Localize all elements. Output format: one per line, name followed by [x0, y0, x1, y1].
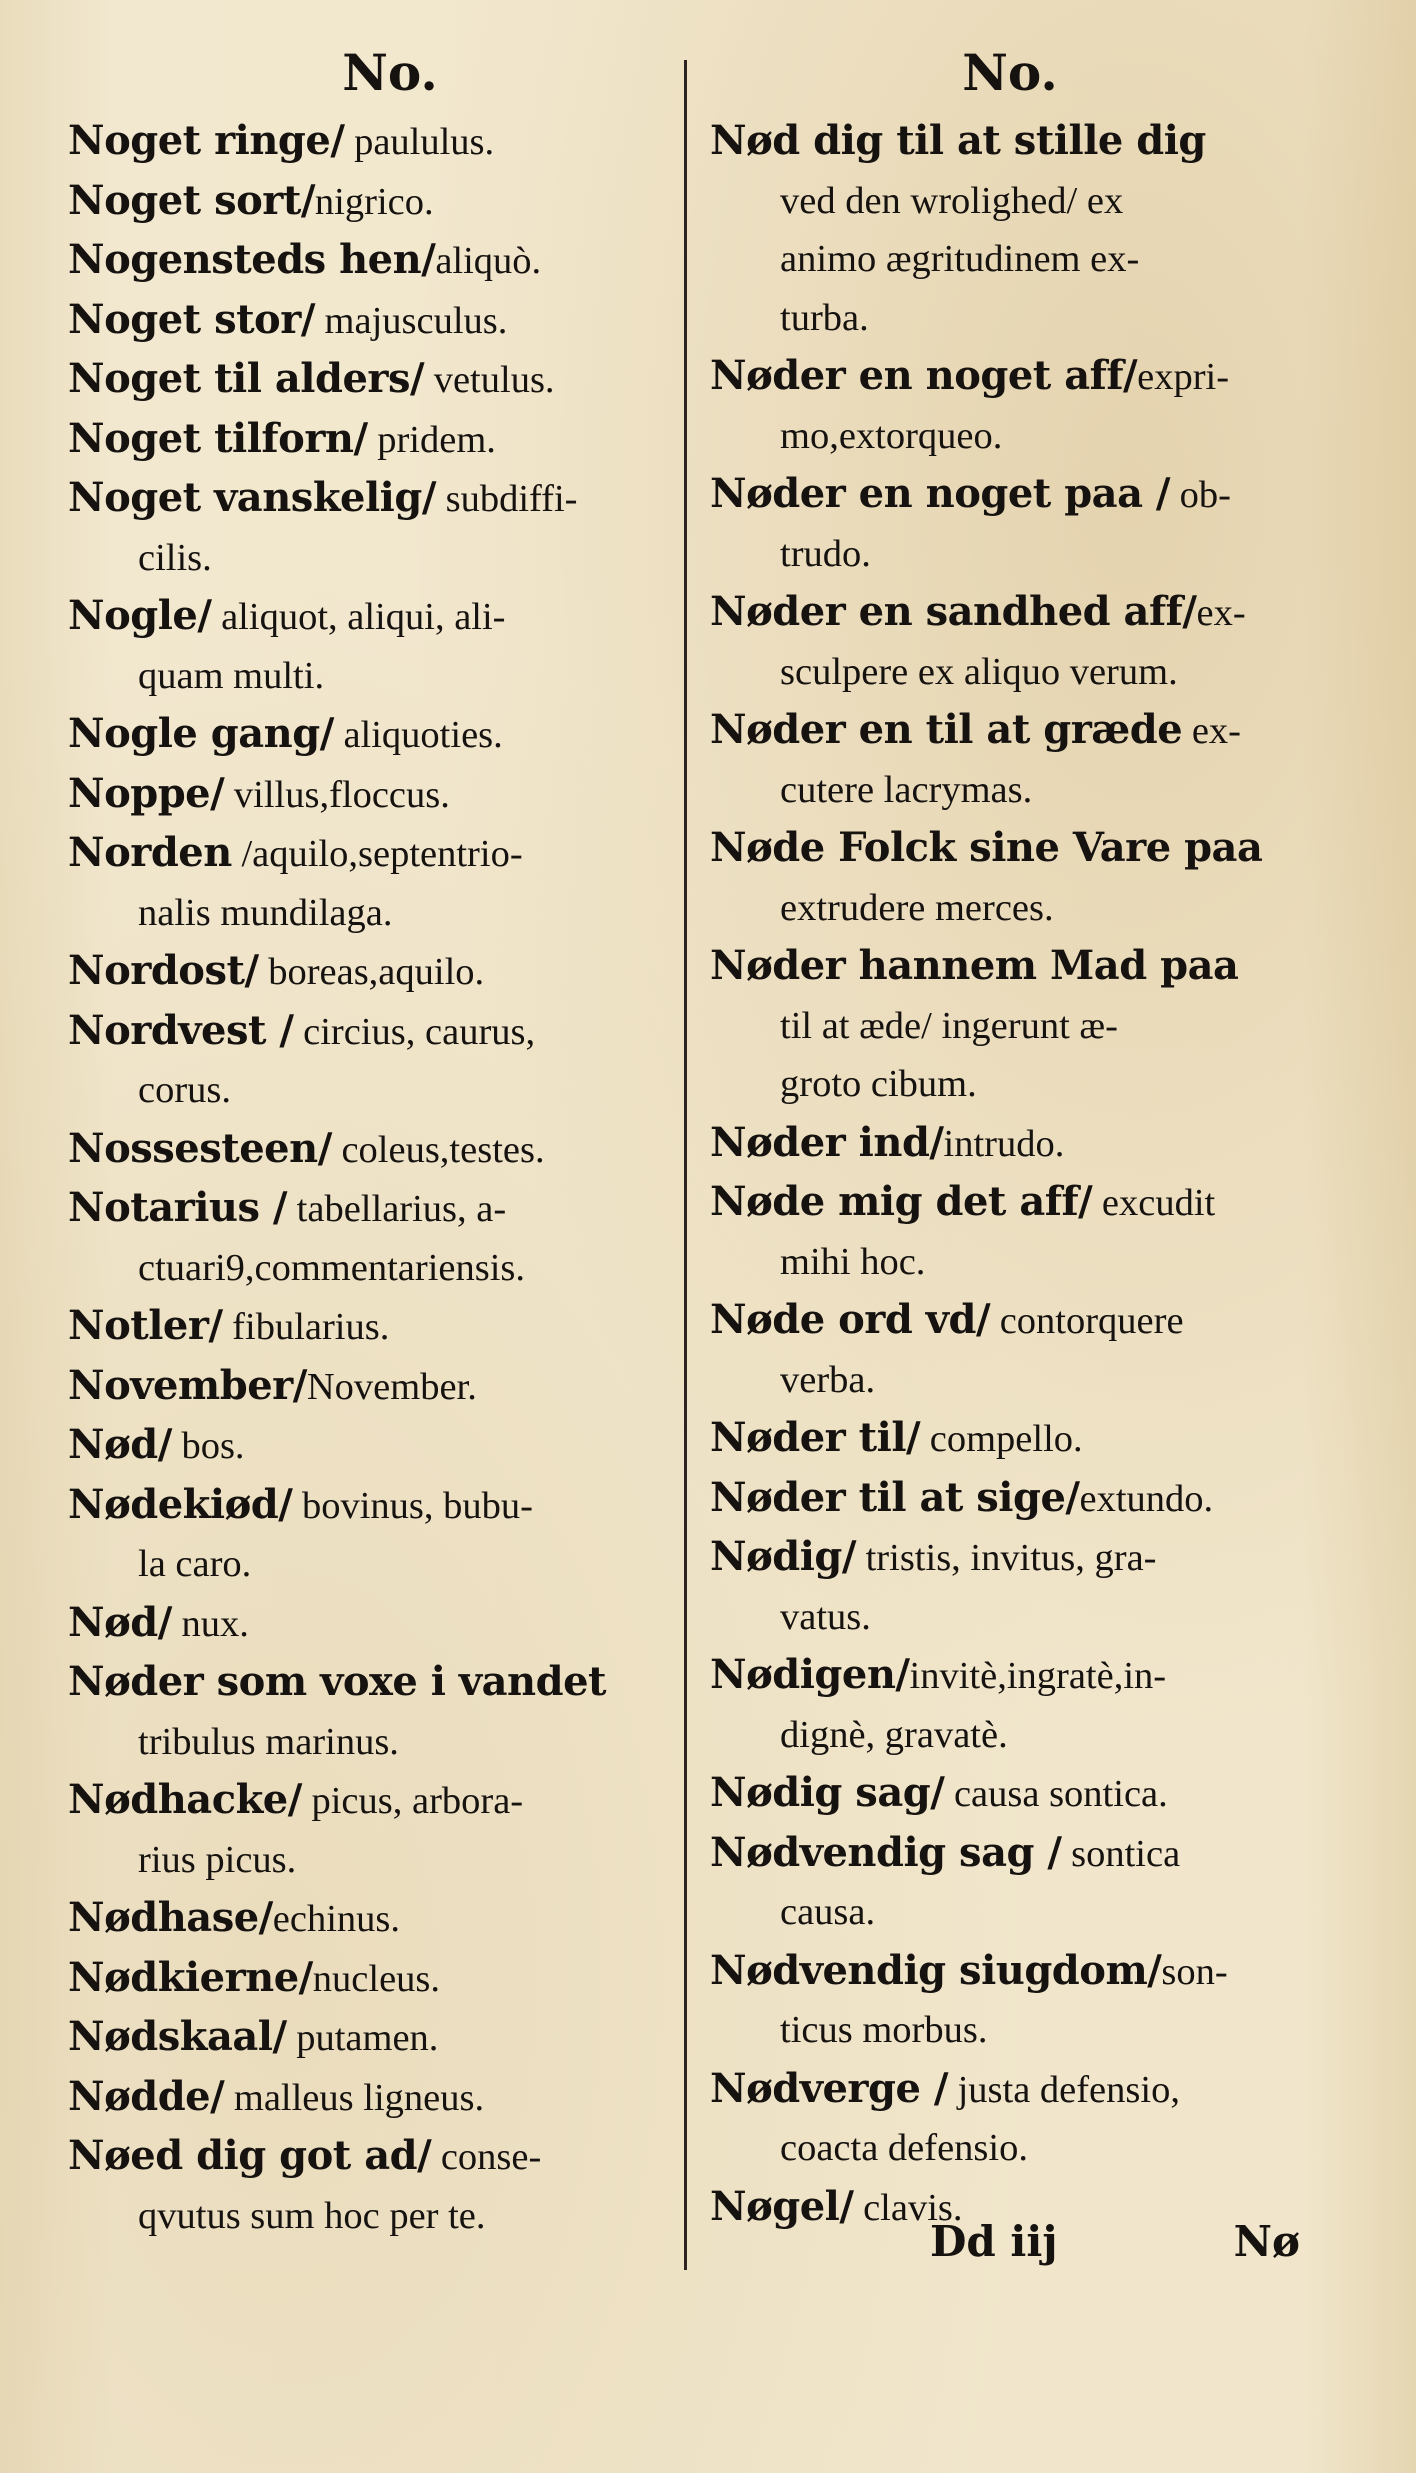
headword: Norden: [68, 829, 232, 876]
gloss-continuation: groto cibum.: [780, 1063, 977, 1105]
gloss-continuation: nalis mundilaga.: [138, 891, 393, 934]
headword: November/: [68, 1361, 307, 1409]
headword: Nøgel/: [710, 2182, 854, 2230]
gloss-continuation: verba.: [780, 1358, 876, 1401]
latin-gloss: ex-: [1196, 592, 1246, 634]
dictionary-entry: [710, 1469, 1318, 1529]
dictionary-entry: [68, 350, 680, 410]
latin-gloss: clavis.: [853, 2186, 963, 2229]
dictionary-entry: [710, 1055, 1318, 1114]
latin-gloss: malleus ligneus.: [224, 2076, 485, 2119]
latin-gloss: tabellarius, a-: [287, 1188, 507, 1230]
latin-gloss: conse-: [431, 2136, 542, 2178]
dictionary-entry: [68, 231, 680, 291]
dictionary-entry: [710, 230, 1318, 289]
dictionary-entry: [710, 1764, 1318, 1824]
dictionary-entry: [710, 701, 1318, 819]
dictionary-entry: [68, 942, 680, 1002]
dictionary-entry: [68, 1476, 680, 1594]
latin-gloss: sontica: [1061, 1832, 1181, 1875]
left-column: [68, 112, 680, 2245]
dictionary-entry: [710, 937, 1318, 1055]
headword: Nordvest /: [68, 1006, 294, 1054]
latin-gloss: excudit: [1092, 1182, 1216, 1224]
dictionary-entry: [710, 1114, 1318, 1174]
gloss-continuation: extrudere merces.: [780, 886, 1054, 929]
latin-gloss: /aquilo,septentrio-: [231, 833, 523, 875]
latin-gloss: vetulus.: [424, 359, 555, 401]
latin-gloss: paululus.: [344, 121, 495, 163]
dictionary-entry: [710, 1646, 1318, 1764]
latin-gloss: invitè,ingratè,in-: [909, 1655, 1167, 1697]
dictionary-entry: [68, 1653, 680, 1771]
latin-gloss: contorquere: [990, 1300, 1184, 1342]
gloss-continuation: cilis.: [138, 536, 212, 579]
headword: Nogle gang/: [68, 710, 334, 757]
headword: Nogle/: [68, 592, 212, 639]
dictionary-entry: [68, 1179, 680, 1297]
gloss-continuation: animo ægritudinem ex-: [780, 238, 1140, 280]
headword: Nøde ord vd/: [710, 1296, 991, 1343]
column-divider: [684, 60, 687, 2270]
dictionary-entry: [710, 1173, 1318, 1291]
dictionary-entry: [68, 1297, 680, 1357]
dictionary-entry: [68, 2068, 680, 2128]
latin-gloss: son-: [1161, 1950, 1228, 1993]
latin-gloss: bos.: [171, 1425, 245, 1467]
headword: Nødekiød/: [68, 1480, 293, 1528]
latin-gloss: fibularius.: [222, 1306, 390, 1348]
gloss-continuation: ctuari9,commentariensis.: [138, 1246, 526, 1289]
latin-gloss: pridem.: [367, 418, 496, 461]
latin-gloss: justa defensio,: [947, 2068, 1180, 2111]
latin-gloss: nigrico.: [314, 180, 434, 223]
latin-gloss: majusculus.: [314, 299, 508, 342]
dictionary-entry: [710, 347, 1318, 465]
latin-gloss: circius, caurus,: [293, 1010, 536, 1053]
dictionary-entry: [68, 824, 680, 942]
right-column: [710, 112, 1318, 2237]
latin-gloss: aliquot, aliqui, ali-: [211, 596, 506, 638]
gloss-continuation: la caro.: [138, 1543, 252, 1585]
latin-gloss: aliquoties.: [333, 714, 503, 756]
gloss-continuation: tribulus marinus.: [138, 1720, 399, 1763]
headword: Nødverge /: [710, 2064, 948, 2112]
headword: Nøder til at sige/: [710, 1473, 1080, 1521]
headword: Nødhacke/: [68, 1776, 302, 1823]
dictionary-entry: [68, 1357, 680, 1417]
headword: Nødkierne/: [68, 1953, 313, 2001]
headword: Noget stor/: [68, 295, 315, 343]
latin-gloss: coleus,testes.: [331, 1128, 545, 1171]
latin-gloss: villus,floccus.: [224, 773, 450, 816]
headword: Nøder en til at græde: [710, 706, 1183, 753]
dictionary-entry: [710, 465, 1318, 583]
dictionary-entry: [68, 410, 680, 470]
headword: Nødig sag/: [710, 1769, 945, 1816]
dictionary-entry: [68, 1594, 680, 1654]
gloss-continuation: dignè, gravatè.: [780, 1713, 1008, 1756]
gloss-continuation: causa.: [780, 1891, 876, 1933]
gloss-continuation: turba.: [780, 296, 869, 339]
headword: Nøde Folck sine Vare paa: [710, 824, 1263, 871]
running-head-right: No.: [962, 43, 1058, 102]
headword: Nødde/: [68, 2072, 225, 2120]
headword: Notler/: [68, 1302, 223, 1349]
dictionary-entry: [710, 289, 1318, 348]
headword: Nøder en noget paa /: [710, 470, 1171, 517]
dictionary-entry: [68, 469, 680, 587]
gloss-continuation: mo,extorqueo.: [780, 414, 1003, 457]
dictionary-entry: [68, 765, 680, 825]
catchword: Nø: [1233, 2217, 1300, 2266]
headword: Nøder en noget aff/: [710, 352, 1138, 399]
gloss-continuation: trudo.: [780, 532, 871, 575]
dictionary-entry: [710, 1942, 1318, 2060]
dictionary-entry: [68, 172, 680, 232]
running-head-left: No.: [342, 43, 438, 102]
dictionary-entry: [710, 2060, 1318, 2178]
gloss-continuation: rius picus.: [138, 1838, 297, 1881]
latin-gloss: putamen.: [286, 2017, 439, 2059]
gloss-continuation: sculpere ex aliquo verum.: [780, 650, 1178, 693]
latin-gloss: November.: [306, 1365, 477, 1408]
headword: Nød dig til at stille dig: [710, 117, 1206, 164]
dictionary-entry: [68, 112, 680, 172]
dictionary-entry: [68, 1120, 680, 1180]
dictionary-entry: [68, 1949, 680, 2009]
headword: Nødvendig siugdom/: [710, 1946, 1162, 1994]
headword: Nøed dig got ad/: [68, 2132, 432, 2179]
headword: Noget vanskelig/: [68, 474, 436, 521]
latin-gloss: boreas,aquilo.: [258, 951, 485, 993]
dictionary-entry: [68, 1889, 680, 1949]
latin-gloss: extundo.: [1079, 1477, 1214, 1520]
dictionary-entry: [710, 819, 1318, 937]
headword: Nøder hannem Mad paa: [710, 942, 1239, 989]
gloss-continuation: mihi hoc.: [780, 1240, 926, 1283]
dictionary-entry: [68, 2127, 680, 2245]
headword: Nogensteds hen/: [68, 236, 436, 283]
signature-mark: Dd iij: [930, 2217, 1058, 2266]
dictionary-entry: [68, 587, 680, 705]
latin-gloss: causa sontica.: [944, 1773, 1168, 1815]
headword: Nødvendig sag /: [710, 1828, 1062, 1876]
headword: Nødskaal/: [68, 2013, 287, 2060]
dictionary-entry: [710, 1291, 1318, 1409]
headword: Nøde mig det aff/: [710, 1178, 1093, 1225]
dictionary-entry: [68, 1002, 680, 1120]
page-footer: [930, 2212, 1310, 2272]
headword: Nøder ind/: [710, 1118, 944, 1166]
headword: Noget til alders/: [68, 355, 425, 402]
latin-gloss: ob-: [1170, 474, 1231, 516]
dictionary-entry: [710, 583, 1318, 701]
dictionary-entry: [68, 705, 680, 765]
headword: Notarius /: [68, 1184, 288, 1231]
headword: Nød/: [68, 1598, 172, 1646]
latin-gloss: compello.: [920, 1418, 1083, 1460]
latin-gloss: ex-: [1182, 710, 1241, 752]
gloss-continuation: quam multi.: [138, 654, 325, 697]
gloss-continuation: cutere lacrymas.: [780, 768, 1033, 811]
headword: Nød/: [68, 1421, 172, 1468]
gloss-continuation: corus.: [138, 1069, 232, 1111]
dictionary-entry: [68, 2008, 680, 2068]
latin-gloss: echinus.: [272, 1898, 401, 1940]
headword: Nødhase/: [68, 1894, 273, 1941]
latin-gloss: expri-: [1137, 356, 1230, 398]
headword: Noget tilforn/: [68, 414, 368, 462]
latin-gloss: picus, arbora-: [301, 1780, 524, 1822]
gloss-continuation: coacta defensio.: [780, 2127, 1028, 2169]
headword: Nødigen/: [710, 1651, 910, 1698]
latin-gloss: aliquò.: [435, 240, 542, 282]
headword: Nordost/: [68, 947, 259, 994]
gloss-continuation: til at æde/ ingerunt æ-: [780, 1004, 1118, 1047]
dictionary-entry: [710, 1409, 1318, 1469]
dictionary-entry: [710, 1528, 1318, 1646]
dictionary-entry: [710, 112, 1318, 230]
headword: Nøder en sandhed aff/: [710, 588, 1197, 635]
dictionary-entry: [68, 291, 680, 351]
headword: Noget ringe/: [68, 117, 345, 164]
gloss-continuation: ticus morbus.: [780, 2009, 988, 2051]
latin-gloss: nucleus.: [312, 1957, 441, 2000]
latin-gloss: subdiffi-: [435, 478, 578, 520]
dictionary-entry: [68, 1771, 680, 1889]
dictionary-entry: [710, 1824, 1318, 1942]
headword: Noget sort/: [68, 176, 315, 224]
dictionary-entry: [68, 1416, 680, 1476]
gloss-continuation: ved den wrolighed/ ex: [780, 179, 1124, 222]
gloss-continuation: qvutus sum hoc per te.: [138, 2194, 486, 2237]
latin-gloss: bovinus, bubu-: [292, 1484, 533, 1527]
headword: Nossesteen/: [68, 1124, 332, 1172]
gloss-continuation: vatus.: [780, 1595, 871, 1638]
latin-gloss: nux.: [171, 1602, 249, 1645]
latin-gloss: intrudo.: [943, 1122, 1065, 1165]
headword: Nødig/: [710, 1533, 856, 1580]
headword: Nøder til/: [710, 1414, 921, 1461]
latin-gloss: tristis, invitus, gra-: [855, 1537, 1157, 1579]
headword: Noppe/: [68, 769, 225, 817]
headword: Nøder som voxe i vandet: [68, 1658, 607, 1705]
